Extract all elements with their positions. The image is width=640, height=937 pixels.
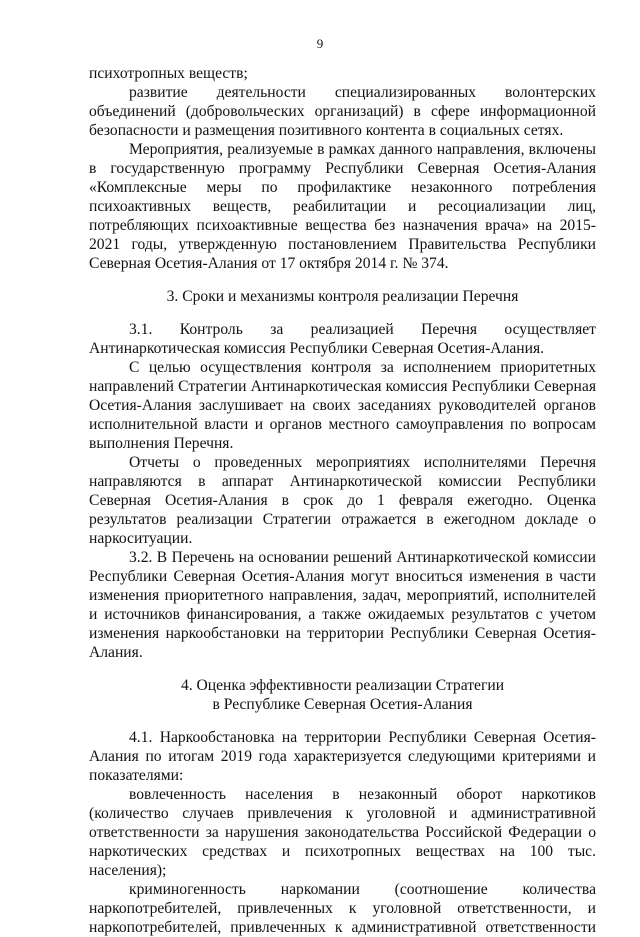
paragraph: Отчеты о проведенных мероприятиях исполнителями Перечня направляются в аппарат Антинаркотической комиссии Республики Северная Осетия-Алания в срок до 1 февраля ежегодно. Оценка результатов реализации Стратегии отражается в ежегодном докладе о наркоситуации. — [89, 454, 596, 547]
paragraph: С целью осуществления контроля за исполнением приоритетных направлений Стратегии Антинаркотическая комиссия Республики Северная Осетия-Алания заслушивает на своих заседаниях руководителей органов исполнительной власти и органов местного самоуправления по вопросам выполнения Перечня. — [89, 359, 596, 452]
document-body — [89, 64, 596, 937]
section-heading-line: 4. Оценка эффективности реализации Стратегии — [180, 677, 505, 694]
page-number: 9 — [316, 36, 324, 51]
section-heading-line: в Республике Северная Осетия-Алания — [212, 696, 473, 713]
paragraph: криминогенность наркомании (соотношение количества наркопотребителей, привлеченных к уголовной ответственности, и наркопотребителей, привлеченных к административной ответственности — [89, 881, 596, 936]
paragraph: Мероприятия, реализуемые в рамках данного направления, включены в государственную программу Республики Северная Осетия-Алания «Комплексные меры по профилактике незаконного потребления психоактивных веществ, реабилитации и ресоциализации лиц, потребляющих психоактивные вещества без назначения врача» на 2015-2021 годы, утвержденную постановлением Правительства Республики Северная Осетия-Алания от 17 октября 2014 г. № 374. — [89, 141, 596, 272]
paragraph: психотропных веществ; — [89, 65, 248, 82]
paragraph: развитие деятельности специализированных волонтерских объединений (добровольческих организаций) в сфере информационной безопасности и размещения позитивного контента в социальных сетях. — [89, 84, 596, 139]
section-heading: 3. Сроки и механизмы контроля реализации Перечня — [166, 288, 519, 305]
section-heading — [89, 676, 596, 714]
paragraph: 4.1. Наркообстановка на территории Республики Северная Осетия-Алания по итогам 2019 года характеризуется следующими критериями и показателями: — [89, 729, 596, 784]
paragraph: 3.1. Контроль за реализацией Перечня осуществляет Антинаркотическая комиссия Республики Северная Осетия-Алания. — [89, 321, 596, 357]
paragraph: 3.2. В Перечень на основании решений Антинаркотической комиссии Республики Северная Осетия-Алания могут вноситься изменения в части изменения приоритетного направления, задач, мероприятий, исполнителей и источников финансирования, а также ожидаемых результатов с учетом изменения наркообстановки на территории Республики Северная Осетия-Алания. — [89, 549, 596, 661]
paragraph: вовлеченность населения в незаконный оборот наркотиков (количество случаев привлечения к уголовной и административной ответственности за нарушения законодательства Российской Федерации о наркотических средствах и психотропных веществах на 100 тыс. населения); — [89, 786, 596, 879]
